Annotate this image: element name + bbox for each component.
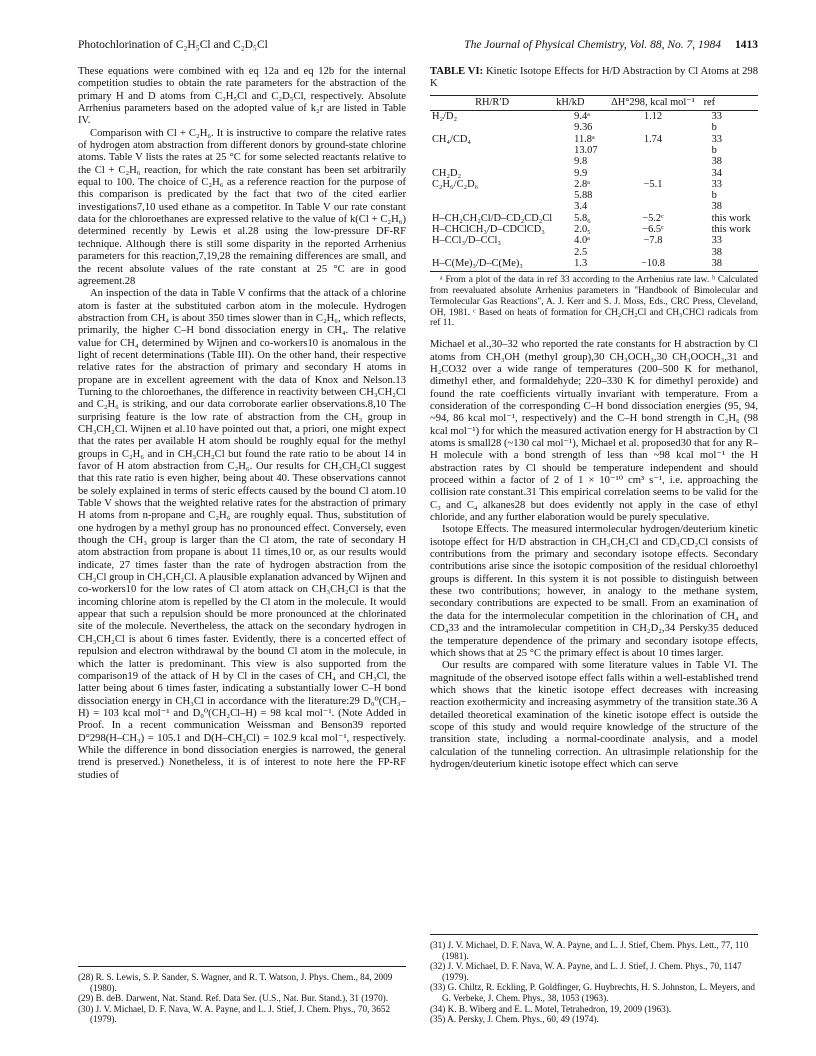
table-cell: 33: [711, 133, 722, 145]
table-row: [430, 134, 758, 145]
table-cell: −5.1: [643, 178, 663, 190]
table-cell: 38: [711, 156, 722, 168]
footnote-rule: [430, 934, 758, 935]
column-header: RH/R′D: [430, 95, 554, 109]
table-cell: b: [711, 145, 717, 156]
reference: (30) J. V. Michael, D. F. Nava, W. A. Payne, and L. J. Stief, J. Chem. Phys., 70, 3652 (1979).: [78, 1003, 391, 1025]
table-row: [430, 179, 758, 190]
page-number: 1413: [735, 39, 758, 51]
table-cell: H–CHClCH₃/D–CDClCD₃: [432, 224, 545, 236]
paragraph: Comparison with Cl + C₂H₆. It is instructive to compare the relative rates of hydrogen atom abstraction from different donors by ground-state chlorine atoms. Table V lists the rates at 25 °C for some selected reactants relative to the Cl + C₂H₆ reaction, for which the rate constant has been set arbitrarily equal to 100. The choice of C₂H₆ as a reference reaction for the purpose of this comparison is predicated by the fact that two of the cited earlier investigations7,10 used ethane as a competitor. In Table V our rate constant data for the chloroethanes are expressed relative to the value of k(Cl + C₂H₆) determined recently by Lewis et al.28 using the low-pressure DF-RF technique. Although there is still some disparity in the reported Arrhenius parameters for this reaction,7,19,28 the remaining differences are small, and the recent absolute values of the rate constant at 25 °C are in good agreement.28: [78, 127, 406, 287]
running-header-title: Photochlorination of C₂H₅Cl and C₂D₅Cl: [78, 39, 268, 51]
reference: (31) J. V. Michael, D. F. Nava, W. A. Payne, and L. J. Stief, Chem. Phys. Lett., 77, 110 (1981).: [430, 940, 749, 961]
table-cell: 1.12: [643, 111, 663, 123]
table-body: [430, 111, 758, 272]
table-cell: [430, 145, 554, 156]
reference: (35) A. Persky, J. Chem. Phys., 60, 49 (1974).: [430, 1014, 599, 1025]
table-cell: CH₄/CD₄: [432, 133, 472, 145]
table-row: [430, 111, 758, 123]
table-cell: [430, 122, 554, 133]
table-cell: [430, 201, 554, 212]
table-cell: [430, 247, 554, 258]
table-cell: 1.3: [554, 258, 604, 272]
table-cell: [604, 145, 701, 156]
table-cell: 38: [702, 258, 758, 272]
table-cell: this work: [711, 212, 751, 224]
column-header: kH/kD: [554, 95, 604, 109]
table-cell: −6.5ᶜ: [642, 224, 664, 236]
table-row: [430, 156, 758, 167]
table-row: [430, 168, 758, 179]
column-header: ref: [702, 95, 758, 109]
table-cell: b: [711, 122, 717, 134]
table-cell: 2.5: [574, 246, 588, 258]
table-cell: [430, 190, 554, 201]
table-cell: 33: [711, 178, 722, 190]
table-cell: −5.2ᶜ: [642, 212, 664, 224]
table-cell: 5.88: [574, 190, 593, 202]
table-cell: 9.9: [574, 167, 588, 179]
reference: (32) J. V. Michael, D. F. Nava, W. A. Payne, and L. J. Stief, J. Chem. Phys., 70, 1147 (1979).: [430, 961, 742, 982]
table-cell: CH₂D₂: [432, 167, 462, 179]
table-row: [430, 247, 758, 258]
table-cell: b: [711, 190, 717, 202]
table-cell: [604, 190, 701, 201]
table-cell: 1.74: [643, 133, 663, 145]
table-cell: [430, 156, 554, 167]
paragraph: Our results are compared with some literature values in Table VI. The magnitude of the observed isotope effect falls within a well-established trend which shows that the kinetic isotope effect decreases with increasing reaction exothermicity and increasing asymmetry of the transition state.36 A detailed theoretical examination of the kinetic isotope effect is outside the scope of this study and would require knowledge of the structure of the transition state, including a normal-coordinate analysis, and a model calculation of the tunneling correction. An ultrasimple relationship for the hydrogen/deuterium kinetic isotope effect which can serve: [430, 660, 758, 770]
table-cell: 5.8₆: [574, 212, 591, 224]
table-cell: [604, 247, 701, 258]
left-column: [78, 66, 406, 959]
table-cell: [604, 168, 701, 179]
table-row: [430, 258, 758, 272]
table-cell: [604, 201, 701, 212]
paragraph: These equations were combined with eq 12a and eq 12b for the internal competition studies to obtain the rate parameters for the abstraction of the primary H and D atoms from C₂H₅Cl and C₂D₅Cl, respectively. Absolute Arrhenius parameters based on the adopted value of k₂r are listed in Table IV.: [78, 66, 406, 127]
table-cell: 34: [711, 167, 722, 179]
reference: (28) R. S. Lewis, S. P. Sander, S. Wagner, and R. T. Watson, J. Phys. Chem., 84, 2009 (1980).: [78, 972, 393, 993]
right-column-body: [430, 339, 758, 771]
table-cell: H–CH₂CH₂Cl/D–CD₂CD₂Cl: [432, 212, 553, 224]
table-row: [430, 235, 758, 246]
table-cell: this work: [711, 224, 751, 236]
paragraph: Michael et al.,30–32 who reported the rate constants for H abstraction by Cl atoms from CH₃OH (methyl group),30 CH₃OCH₃,30 CH₃OOCH₃,31 and H₂CO32 over a wide range of temperatures (200–500 K for methanol, dimethyl ether, and formaldehyde; 220–330 K for dimethyl peroxide) and found the rate coefficients virtually invariant with temperature. From a consideration of the corresponding C–H bond dissociation energies (95, 94, ~94, 86 kcal mol⁻¹, respectively) and the C–H bond strength in C₂H₆ (98 kcal mol⁻¹) for which the measured activation energy for H abstraction by Cl atoms is small28 (~130 cal mol⁻¹), Michael et al. proposed30 that for any R–H molecule with a bond strength of less than ~98 kcal mol⁻¹ the H abstraction rates by Cl should be temperature independent and should proceed within a factor of 2 of 1 × 10⁻¹⁰ cm³ s⁻¹, i.e. approaching the collision rate constant.31 This empirical correlation seems to be valid for the C₃ and C₄ alkanes28 but does evidently not apply in the case of ethyl chloride, and any further elaboration would be purely speculative.: [430, 339, 758, 524]
table-cell: [604, 156, 701, 167]
table-cell: 9.8: [574, 156, 588, 168]
table-cell: 9.4ᵃ: [574, 111, 590, 123]
table-cell: H–C(Me)₃/D–C(Me)₃: [430, 258, 554, 272]
table-label: TABLE VI:: [430, 66, 484, 77]
paragraph: An inspection of the data in Table V confirms that the attack of a chlorine atom is faster at the substituted carbon atom in the molecule. Hydrogen abstraction from CH₄ is about 350 times slower than in C₂H₆, which reflects, primarily, the higher C–H bond dissociation energy in CH₄. The relative value for CH₄ determined by Wijnen and co-workers10 is anomalous in the light of recent determinations (Table III). On the other hand, their respective relative rates for the abstraction of primary and secondary H atoms in propane are in excellent agreement with the data of Knox and Nelson.13 Turning to the chloroethanes, the difference in reactivity between CH₃CH₂Cl and C₂H₆ is striking, and our data corroborate earlier observations.8,10 The surprising feature is the low rate of abstraction from the CH₃ group in CH₃CH₂Cl. Wijnen et al.10 have pointed out that, a priori, one might expect that the rates per available H atom should be roughly equal for the methyl groups in C₂H₆ and in CH₃CH₂Cl but found the rate ratio to be about 14 in favor of H atom abstraction from C₂H₆. Our results for CH₃CH₂Cl suggest that this rate ratio is even higher, being about 40. These observations cannot be solely explained in terms of steric effects caused by the bound Cl atom.10 Table V shows that the weighted relative rates for the abstraction of primary H atoms from n-propane and C₂H₆ are roughly equal. Thus, substitution of one hydrogen by a methyl group has no pronounced effect. Conversely, even though the CH₃ group is larger than the Cl atom, the rate of secondary H atom abstraction from propane is about 11 times,10 or, as our results would indicate, 27 times faster than the rate of hydrogen abstraction from the CH₂Cl group in CH₃CH₂Cl. A plausible explanation advanced by Wijnen and co-workers10 for the low rates of Cl atom attack on CH₃CH₂Cl is that the incoming chlorine atom is repelled by the Cl atom in the molecule. It would appear that such a repulsion should be more pronounced at the chlorinated site of the molecule. Nevertheless, the attack on the secondary hydrogen in CH₃CH₂Cl is about 6 times faster. Evidently, there is a concerted effect of repulsion and electron withdrawal by the bound Cl atom in the molecule, in which the latter is predominant. This view is also supported from the comparison19 of the attack of H by Cl in the cases of CH₄ and CH₃Cl, the latter being about 6 times faster, indicating a substantially lower C–H bond dissociation energy in CH₃Cl in accordance with the literature:29 D₀⁰(CH₃–H) = 103 kcal mol⁻¹ and D₀⁰(CH₂Cl–H) = 98 kcal mol⁻¹. (Note Added in Proof. In a recent communication Weissman and Benson39 reported D°298(H–CH₃) = 105.1 and D(H–CH₂Cl) = 102.9 kcal mol⁻¹, respectively. While the difference in bond dissociation energies is narrowed, the general trend is preserved.) Nonetheless, it is of interest to note here the FP-RF studies of: [78, 288, 406, 781]
table-cell: 33: [711, 111, 722, 123]
table-row: [430, 145, 758, 156]
table-row: [430, 224, 758, 235]
table-cell: −10.8: [604, 258, 701, 272]
table-cell: 13.07: [574, 145, 598, 156]
reference: (29) B. deB. Darwent, Nat. Stand. Ref. Data Ser. (U.S., Nat. Bur. Stand.), 31 (1970).: [78, 993, 389, 1004]
table-cell: [604, 122, 701, 133]
table-cell: H–CCl₃/D–CCl₃: [432, 235, 502, 247]
table-cell: 38: [711, 246, 722, 258]
table-title: [430, 66, 758, 91]
table-notes: ᵃ From a plot of the data in ref 33 according to the Arrhenius rate law. ᵇ Calculated from reevaluated absolute Arrhenius parameters in "Handbook of Bimolecular and Termolecular Gas Reactions", A. J. Kerr and S. J. Moss, Eds., CRC Press, Cleveland, OH, 1981. ᶜ Based on heats of formation for CH₂CH₂Cl and CH₃CHCl radicals from ref 11.: [430, 275, 758, 329]
journal-citation: The Journal of Physical Chemistry, Vol. 88, No. 7, 1984: [464, 39, 721, 51]
column-header: ΔH°298, kcal mol⁻¹: [604, 95, 701, 109]
table-row: [430, 122, 758, 133]
table-cell: 11.8ᵃ: [574, 133, 595, 145]
table-cell: 9.36: [574, 122, 593, 134]
table-cell: 2.8ᵃ: [574, 178, 590, 190]
isotope-effect-table: [430, 95, 758, 272]
footnote-rule: [78, 966, 406, 967]
right-column: [430, 66, 758, 771]
footnotes-right: [430, 934, 758, 1025]
reference: (34) K. B. Wiberg and E. L. Motel, Tetrahedron, 19, 2009 (1963).: [430, 1003, 672, 1014]
reference: (33) G. Chiltz, R. Eckling, P. Goldfinger, G. Huybrechts, H. S. Johnston, L. Meyers, and G. Verbeke, J. Chem. Phys., 38, 1053 (1963).: [430, 982, 755, 1003]
table-cell: 2.0₅: [574, 224, 591, 236]
table-cell: −7.8: [643, 235, 663, 247]
table-cell: H₂/D₂: [432, 111, 458, 123]
table-cell: 38: [711, 201, 722, 213]
table-row: [430, 213, 758, 224]
running-header-journal: [464, 39, 758, 51]
table-caption: Kinetic Isotope Effects for H/D Abstraction by Cl Atoms at 298 K: [430, 66, 759, 90]
table-cell: 33: [711, 235, 722, 247]
table-cell: 3.4: [574, 201, 588, 213]
table-cell: C₂H₆/C₂D₆: [432, 178, 479, 190]
footnotes-left: [78, 966, 406, 1025]
paragraph: Isotope Effects. The measured intermolecular hydrogen/deuterium kinetic isotope effect for H/D abstraction in CH₃CH₂Cl and CD₃CD₂Cl consists of contributions from the primary and secondary isotope effects. Secondary contributions arise since the isotopic composition of the residual chloroethyl groups is different. In this system it is not possible to distinguish between these two contributions; however, in analogy to the methane system, secondary contributions are expected to be small. From an examination of the data for the intermolecular competition in the chlorination of CH₄ and CD₄33 and the intramolecular competition in CH₂D₂,34 Persky35 deduced the temperature dependence of the primary and secondary isotope effects, which shows that at 25 °C the primary effect is about 10 times larger.: [430, 524, 758, 659]
table-row: [430, 190, 758, 201]
table-row: [430, 201, 758, 212]
table-cell: 4.0ᵃ: [574, 235, 590, 247]
